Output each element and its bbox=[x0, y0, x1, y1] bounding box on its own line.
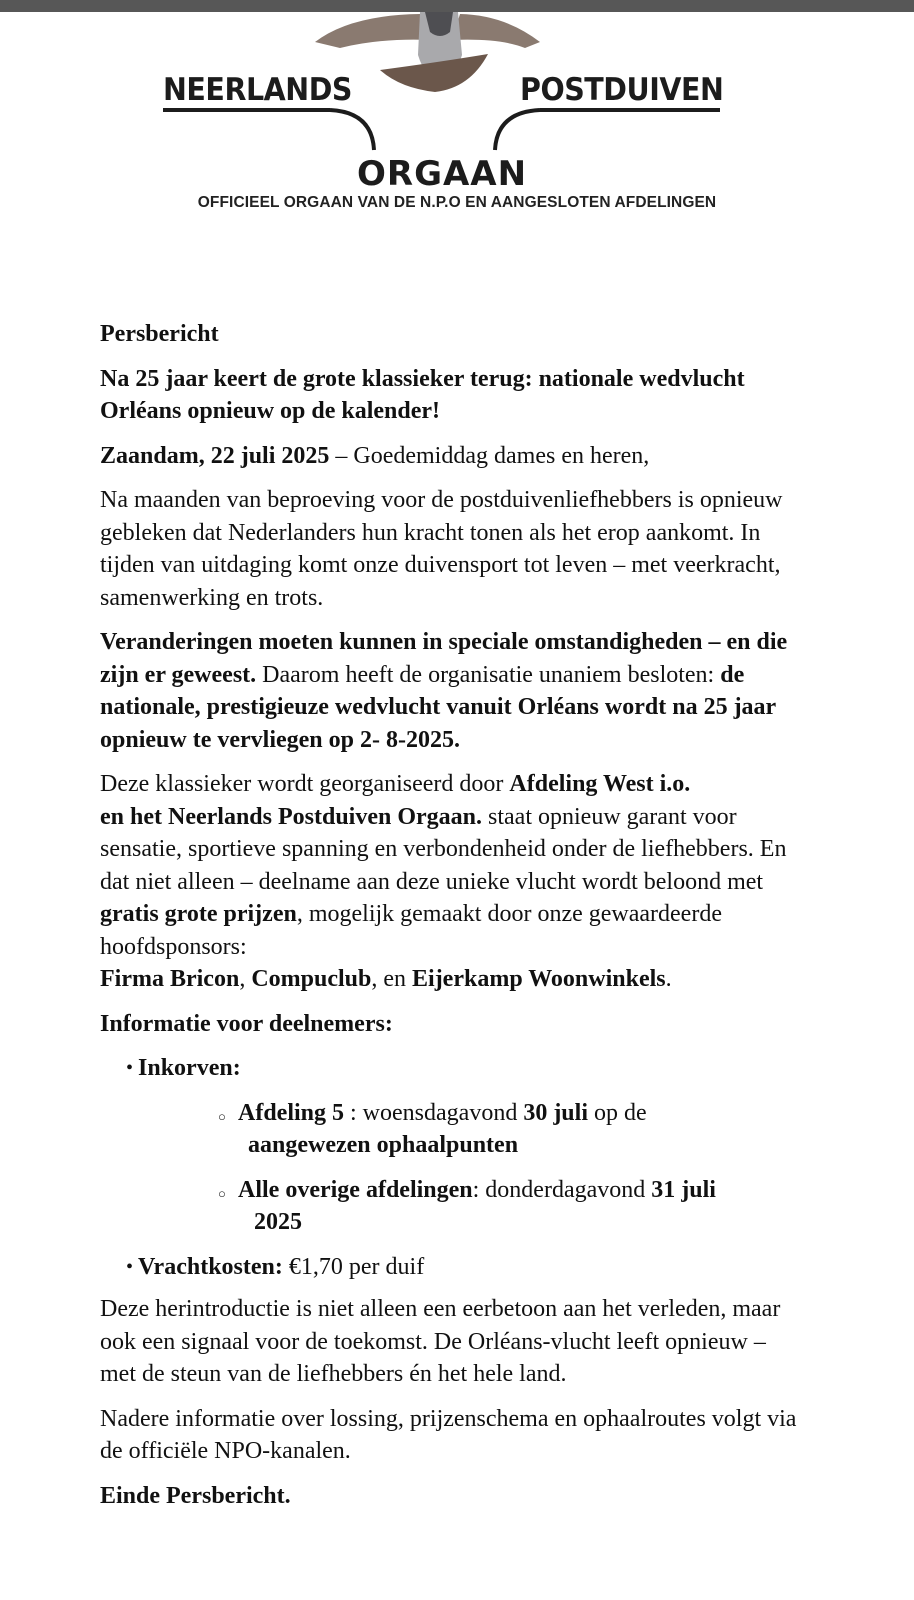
vracht-value: €1,70 per duif bbox=[282, 1253, 425, 1280]
logo-curve-right bbox=[495, 110, 540, 150]
article-headline: Na 25 jaar keert de grote klassieker terug: nationale wedvlucht Orléans opnieuw op de kalender! bbox=[100, 365, 745, 424]
org-bold-1: Afdeling West i.o. bbox=[509, 771, 691, 797]
closing-line: Einde Persbericht. bbox=[100, 1482, 291, 1509]
list-item bbox=[138, 1174, 800, 1239]
paragraph-decision bbox=[100, 626, 800, 756]
vracht-label: Vrachtkosten: bbox=[138, 1253, 283, 1280]
circle-bullet-icon: ○ bbox=[218, 1185, 226, 1201]
bullet-icon: • bbox=[126, 1057, 134, 1079]
decision-bold-2: de nationale, prestigieuze wedvlucht vanuit Orléans wordt na 25 jaar opnieuw te vervliegen op 2- 8-2025. bbox=[100, 661, 776, 753]
paragraph-intro: Na maanden van beproeving voor de postduivenliefhebbers is opnieuw gebleken dat Nederlanders hun kracht tonen als het erop aankomt. In tijden van uitdaging komt onze duivensport tot leven – met veerkracht, samenwerking en trots. bbox=[100, 487, 783, 611]
list-item-vrachtkosten bbox=[100, 1251, 800, 1284]
info-heading: Informatie voor deelnemers: bbox=[100, 1010, 393, 1037]
circle-bullet-icon: ○ bbox=[218, 1108, 226, 1124]
org-text-1: Deze klassieker wordt georganiseerd door bbox=[100, 771, 510, 797]
item-bold-a: Alle overige afdelingen bbox=[238, 1176, 473, 1203]
org-bold-2: en het Neerlands Postduiven Orgaan. bbox=[100, 803, 483, 830]
dateline bbox=[100, 440, 800, 473]
paragraph-organisation bbox=[100, 768, 800, 996]
logo-word-orgaan: ORGAAN bbox=[357, 154, 528, 194]
item-text-a: : woensdagavond bbox=[344, 1099, 524, 1126]
info-list bbox=[100, 1052, 800, 1283]
item-bold-a: Afdeling 5 bbox=[238, 1099, 345, 1126]
sponsor-2: Compuclub bbox=[251, 966, 372, 992]
item-text-a: : donderdagavond bbox=[472, 1176, 652, 1203]
list-item bbox=[138, 1097, 800, 1162]
dateline-place-date: Zaandam, 22 juli 2025 bbox=[100, 442, 330, 469]
org-text-2: staat opnieuw garant voor sensatie, sportieve spanning en verbondenheid onder de liefhebbers. En dat niet alleen – deelname aan deze unieke vlucht wordt beloond met bbox=[100, 803, 787, 895]
sponsor-sep-1: , bbox=[239, 966, 252, 992]
pigeon-left-wing bbox=[315, 14, 430, 48]
paragraph-reintroduction: Deze herintroductie is niet alleen een eerbetoon aan het verleden, maar ook een signaal voor de toekomst. De Orléans-vlucht leeft opnieuw – met de steun van de liefhebbers én het hele land. bbox=[100, 1296, 781, 1387]
article-label: Persbericht bbox=[100, 321, 219, 347]
org-bold-3: gratis grote prijzen bbox=[100, 901, 297, 927]
logo-curve-left bbox=[330, 110, 374, 150]
paragraph-further-info: Nadere informatie over lossing, prijzenschema en ophaalroutes volgt via de officiële NPO-kanalen. bbox=[100, 1405, 797, 1464]
decision-bold-1: Veranderingen moeten kunnen in speciale omstandigheden – en die zijn er geweest. bbox=[100, 629, 788, 688]
bullet-icon: • bbox=[126, 1255, 134, 1278]
item-text-b: op de bbox=[588, 1099, 647, 1126]
press-release bbox=[100, 318, 800, 1524]
inkorven-label: Inkorven: bbox=[138, 1055, 241, 1081]
sponsor-1: Firma Bricon bbox=[100, 966, 240, 992]
list-item-inkorven bbox=[100, 1052, 800, 1239]
item-continuation: aangewezen ophaalpunten bbox=[248, 1132, 519, 1158]
masthead-logo bbox=[0, 0, 914, 230]
masthead-subtitle: OFFICIEEL ORGAAN VAN DE N.P.O EN AANGESLOTEN AFDELINGEN bbox=[197, 194, 717, 211]
org-text-3: , mogelijk gemaakt door onze gewaardeerde hoofdsponsors: bbox=[100, 901, 722, 960]
inkorven-sublist bbox=[138, 1097, 800, 1239]
item-bold-b: 30 juli bbox=[523, 1099, 588, 1126]
logo-word-postduiven: POSTDUIVEN bbox=[520, 72, 724, 108]
item-bold-b: 31 juli bbox=[651, 1176, 716, 1203]
logo-word-neerlands: NEERLANDS bbox=[163, 72, 352, 108]
pigeon-right-wing bbox=[452, 14, 540, 48]
dateline-greeting: – Goedemiddag dames en heren, bbox=[329, 442, 650, 469]
item-continuation: 2025 bbox=[254, 1209, 302, 1235]
sponsor-sep-2: , en bbox=[371, 966, 413, 992]
decision-text-1: Daarom heeft de organisatie unaniem besloten: bbox=[256, 661, 721, 688]
sponsor-3: Eijerkamp Woonwinkels bbox=[412, 966, 666, 992]
sponsor-end: . bbox=[665, 966, 672, 992]
